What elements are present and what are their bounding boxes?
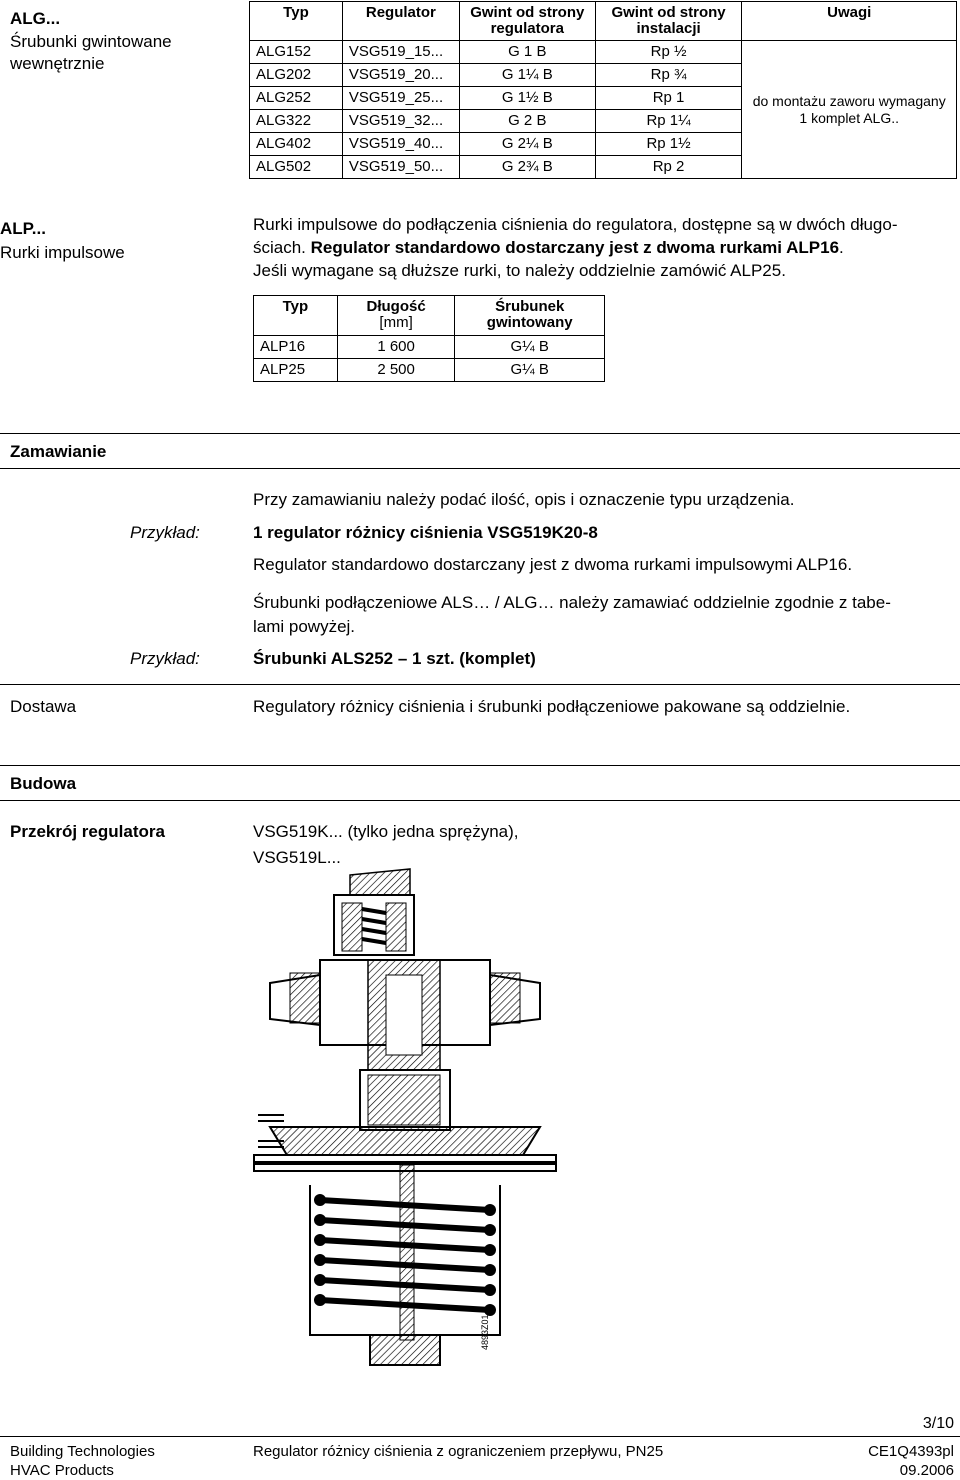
ordering-intro: Przy zamawianiu należy podać ilość, opis i oznaczenie typu urządzenia. (253, 490, 795, 509)
divider (0, 765, 960, 766)
ordering-heading: Zamawianie (10, 442, 107, 461)
alg-header-thread-installation: Gwint od strony instalacji (595, 2, 742, 41)
alg-cell-thread-inst: Rp 2 (595, 156, 742, 179)
model-line2: VSG519L... (253, 848, 341, 867)
alp-cell-type: ALP25 (254, 359, 338, 382)
construction-heading: Budowa (10, 774, 77, 793)
alg-cell-regulator: VSG519_25... (342, 87, 459, 110)
alg-header-regulator: Regulator (342, 2, 459, 41)
alp-header-length-unit: [mm] (379, 314, 413, 331)
footer-title: Regulator różnicy ciśnienia z ograniczeniem przepływu, PN25 (253, 1443, 664, 1460)
alp-cell-fitting: G¼ B (455, 359, 605, 382)
alp-desc-line3: Jeśli wymagane są dłuższe rurki, to należy oddzielnie zamówić ALP25. (253, 261, 786, 280)
alp-label-code: ALP... (0, 219, 46, 238)
table-row (254, 336, 605, 359)
alp-cell-fitting: G¼ B (455, 336, 605, 359)
alp-desc-line1: Rurki impulsowe do podłączenia ciśnienia do regulatora, dostępne są w dwóch długo- (253, 215, 898, 234)
alg-cell-thread-reg: G 2¾ B (459, 156, 595, 179)
alg-cell-thread-reg: G 2 B (459, 110, 595, 133)
alp-desc-line2 (253, 236, 958, 259)
example-2: Śrubunki ALS252 – 1 szt. (komplet) (253, 649, 536, 668)
alp-cell-length: 1 600 (337, 336, 455, 359)
alg-cell-type: ALG402 (250, 133, 343, 156)
alg-cell-thread-inst: Rp 1½ (595, 133, 742, 156)
drawing-id: 4893Z01 (480, 1314, 490, 1350)
alg-cell-type: ALG502 (250, 156, 343, 179)
delivery-text: Regulatory różnicy ciśnienia i śrubunki podłączeniowe pakowane są oddzielnie. (253, 697, 851, 716)
alg-cell-thread-inst: Rp ½ (595, 41, 742, 64)
alg-cell-type: ALG152 (250, 41, 343, 64)
alp-header-length-label: Długość (366, 298, 426, 315)
alg-label-desc: Śrubunki gwintowane wewnętrznie (10, 32, 172, 73)
alp-desc-text: ściach. (253, 238, 311, 257)
alg-cell-type: ALG322 (250, 110, 343, 133)
alp-header-type: Typ (254, 296, 338, 336)
alg-cell-regulator: VSG519_50... (342, 156, 459, 179)
alp-cell-length: 2 500 (337, 359, 455, 382)
alp-label-desc: Rurki impulsowe (0, 243, 125, 262)
alg-cell-thread-inst: Rp 1¼ (595, 110, 742, 133)
table-row (250, 41, 957, 64)
alp-header-fitting: Śrubunek gwintowany (455, 296, 605, 336)
footer-doc-id: CE1Q4393pl (868, 1443, 954, 1460)
divider (0, 684, 960, 685)
page-number: 3/10 (922, 1415, 954, 1432)
example-label: Przykład: (130, 649, 200, 668)
alg-cell-thread-inst: Rp 1 (595, 87, 742, 110)
table-row (254, 359, 605, 382)
alg-cell-type: ALG252 (250, 87, 343, 110)
divider (0, 468, 960, 469)
alg-cell-regulator: VSG519_20... (342, 64, 459, 87)
footer-company: Building Technologies (10, 1443, 155, 1460)
divider (0, 433, 960, 434)
footer-divider (0, 1436, 960, 1437)
alp-table (253, 295, 605, 382)
alg-cell-thread-reg: G 1¼ B (459, 64, 595, 87)
alg-header-thread-regulator: Gwint od strony regulatora (459, 2, 595, 41)
footer-division: HVAC Products (10, 1462, 114, 1479)
alg-table (249, 1, 957, 179)
alg-cell-thread-inst: Rp ¾ (595, 64, 742, 87)
alp-desc-period: . (839, 238, 844, 257)
standard-note: Regulator standardowo dostarczany jest z dwoma rurkami impulsowymi ALP16. (253, 555, 853, 574)
alg-header-notes: Uwagi (742, 2, 957, 41)
example-label: Przykład: (130, 523, 200, 542)
section-label: Przekrój regulatora (10, 822, 165, 841)
alp-table-header (254, 296, 605, 336)
alg-cell-type: ALG202 (250, 64, 343, 87)
alp-cell-type: ALP16 (254, 336, 338, 359)
alg-cell-note: do montażu zaworu wymagany 1 komplet ALG.. (742, 41, 957, 179)
model-line1: VSG519K... (tylko jedna sprężyna), (253, 822, 519, 841)
alg-cell-thread-reg: G 2¼ B (459, 133, 595, 156)
alp-desc-bold: Regulator standardowo dostarczany jest z dwoma rurkami ALP16 (310, 238, 840, 257)
alp-description (253, 213, 958, 282)
alg-cell-regulator: VSG519_15... (342, 41, 459, 64)
alg-header-type: Typ (250, 2, 343, 41)
example-1: 1 regulator różnicy ciśnienia VSG519K20-8 (253, 523, 598, 542)
fittings-note-line2: lami powyżej. (253, 617, 356, 636)
divider (0, 800, 960, 801)
alg-table-header (250, 2, 957, 41)
alg-cell-regulator: VSG519_40... (342, 133, 459, 156)
alg-cell-thread-reg: G 1½ B (459, 87, 595, 110)
alg-label-code: ALG... (10, 9, 61, 28)
alg-cell-regulator: VSG519_32... (342, 110, 459, 133)
alp-header-length (337, 296, 455, 336)
delivery-label: Dostawa (10, 697, 77, 716)
regulator-cross-section-drawing (250, 865, 560, 1375)
fittings-note-line1: Śrubunki podłączeniowe ALS… / ALG… należy zamawiać oddzielnie zgodnie z tabe- (253, 593, 891, 612)
alg-cell-thread-reg: G 1 B (459, 41, 595, 64)
footer-date: 09.2006 (899, 1462, 954, 1479)
